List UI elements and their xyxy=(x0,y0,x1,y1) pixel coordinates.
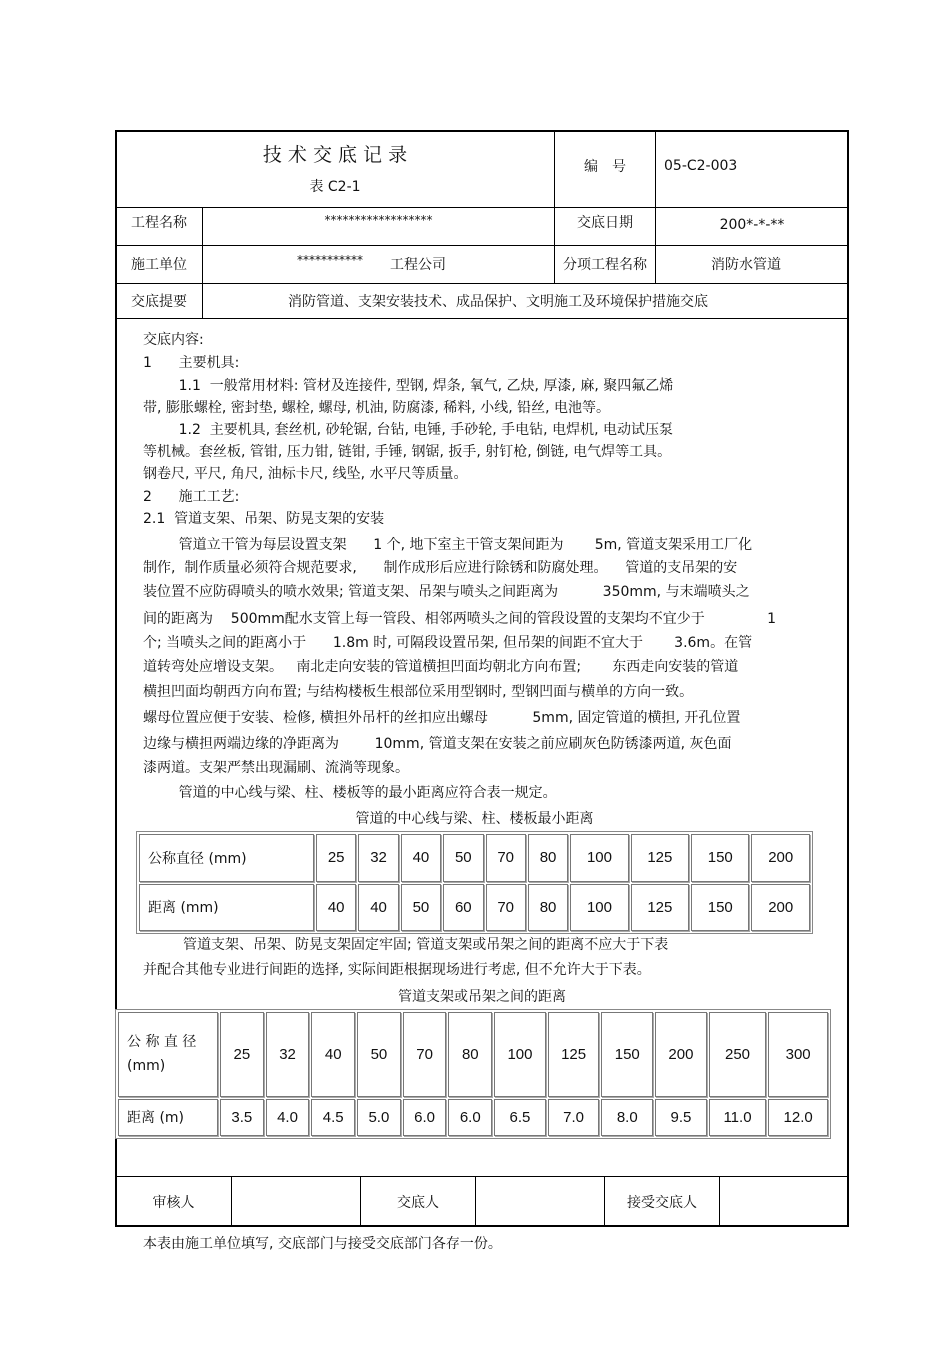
min-distance-table xyxy=(136,831,813,934)
table-cell: 40 xyxy=(311,1012,355,1097)
table-cell: 200 xyxy=(655,1012,707,1097)
unit-value-suffix: 工程公司 xyxy=(390,257,446,273)
unit-value-mask: *********** xyxy=(297,253,363,267)
sub-project-value: 消防水管道 xyxy=(711,257,781,273)
table-cell: 50 xyxy=(401,884,441,932)
paragraph-line: 管道立干管为每层设置支架 1 个, 地下室主干管支架间距为 5m, 管道支架采用工厂化 xyxy=(143,537,753,553)
table-row xyxy=(118,1099,828,1136)
table-cell: 40 xyxy=(358,884,398,932)
divider xyxy=(116,318,848,319)
header-cell: 公称直径 (mm) xyxy=(139,834,314,882)
table-row xyxy=(139,884,810,932)
table-cell: 32 xyxy=(358,834,398,882)
table-cell: 300 xyxy=(768,1012,828,1097)
paragraph-line: 边缘与横担两端边缘的净距离为 10mm, 管道支架在安装之前应刷灰色防锈漆两道, 灰色面 xyxy=(143,736,732,752)
table-cell: 6.0 xyxy=(448,1099,492,1136)
paragraph-line: 制作, 制作质量必须符合规范要求, 制作成形后应进行除锈和防腐处理。 管道的支吊架的安 xyxy=(143,560,738,576)
table-cell: 11.0 xyxy=(709,1099,767,1136)
paragraph-line: 1 主要机具: xyxy=(143,355,240,371)
paragraph-line: 1.2 主要机具, 套丝机, 砂轮锯, 台钻, 电锤, 手砂轮, 手电钻, 电焊机, 电动试压泵 xyxy=(143,422,673,438)
table-cell: 5.0 xyxy=(357,1099,401,1136)
footer-note: 本表由施工单位填写, 交底部门与接受交底部门各存一份。 xyxy=(143,1236,502,1252)
table-cell: 8.0 xyxy=(601,1099,653,1136)
table-cell: 125 xyxy=(631,884,689,932)
table-cell: 6.0 xyxy=(403,1099,447,1136)
paragraph-line: 钢卷尺, 平尺, 角尺, 油标卡尺, 线坠, 水平尺等质量。 xyxy=(143,466,468,482)
paragraph-line: 等机械。套丝板, 管钳, 压力钳, 链钳, 手锤, 钢锯, 扳手, 射钉枪, 倒链, 电气焊等工具。 xyxy=(143,444,672,460)
paragraph-line: 横担凹面均朝西方向布置; 与结构楼板生根部位采用型钢时, 型钢凹面与横单的方向一致。 xyxy=(143,684,694,700)
form-title: 技 术 交 底 记 录 xyxy=(262,143,408,166)
reviewer-field[interactable] xyxy=(232,1177,360,1227)
code-value: 05-C2-003 xyxy=(664,158,738,174)
table-row xyxy=(118,1012,828,1097)
receiver-field[interactable] xyxy=(720,1177,848,1227)
summary-label: 交底提要 xyxy=(131,293,187,310)
table-cell: 50 xyxy=(357,1012,401,1097)
table-cell: 200 xyxy=(751,884,810,932)
presenter-field[interactable] xyxy=(476,1177,604,1227)
table-cell: 50 xyxy=(443,834,483,882)
paragraph-line: 螺母位置应便于安装、检修, 横担外吊杆的丝扣应出螺母 5mm, 固定管道的横担, 开孔位置 xyxy=(143,710,741,726)
table-cell: 40 xyxy=(316,884,356,932)
table-cell: 150 xyxy=(691,834,749,882)
sub-project-label: 分项工程名称 xyxy=(563,257,647,273)
table-cell: 7.0 xyxy=(548,1099,600,1136)
table2-caption: 管道支架或吊架之间的距离 xyxy=(398,989,566,1005)
unit-label: 施工单位 xyxy=(131,257,187,273)
paragraph-line: 2 施工工艺: xyxy=(143,489,240,505)
table-cell: 80 xyxy=(528,834,568,882)
table-cell: 70 xyxy=(486,834,526,882)
paragraph-line: 道转弯处应增设支架。 南北走向安装的管道横担凹面均朝北方向布置; 东西走向安装的管道 xyxy=(143,659,739,675)
table-cell: 200 xyxy=(751,834,810,882)
header-text: 公 称 直 径 xyxy=(127,1034,197,1051)
date-label: 交底日期 xyxy=(577,215,633,231)
reviewer-label: 审核人 xyxy=(152,1195,195,1211)
table-cell: 6.5 xyxy=(494,1099,546,1136)
paragraph-line: 2.1 管道支架、吊架、防晃支架的安装 xyxy=(143,511,385,527)
table1-caption: 管道的中心线与梁、柱、楼板最小距离 xyxy=(355,811,594,827)
table-cell: 25 xyxy=(220,1012,264,1097)
table-cell: 100 xyxy=(570,884,628,932)
table-cell: 4.5 xyxy=(311,1099,355,1136)
support-spacing-table xyxy=(115,1009,831,1139)
paragraph-line: 交底内容: xyxy=(143,332,204,348)
paragraph-line: 管道的中心线与梁、柱、楼板等的最小距离应符合表一规定。 xyxy=(143,785,557,801)
table-cell: 40 xyxy=(401,834,441,882)
table-cell: 125 xyxy=(631,834,689,882)
table-cell: 250 xyxy=(709,1012,767,1097)
table-cell: 32 xyxy=(266,1012,310,1097)
paragraph-line: 装位置不应防碍喷头的喷水效果; 管道支架、吊架与喷头之间距离为 350mm, 与末端喷头之 xyxy=(143,584,750,600)
header-cell: 距离 (m) xyxy=(118,1099,218,1136)
table-cell: 4.0 xyxy=(266,1099,310,1136)
form-number: 表 C2-1 xyxy=(309,179,361,195)
table-cell: 25 xyxy=(316,834,356,882)
header-text: (mm) xyxy=(127,1058,166,1075)
table-cell: 70 xyxy=(403,1012,447,1097)
paragraph-line: 带, 膨胀螺栓, 密封垫, 螺栓, 螺母, 机油, 防腐漆, 稀料, 小线, 铅丝, 电池等。 xyxy=(143,400,611,416)
receiver-label: 接受交底人 xyxy=(627,1195,697,1211)
paragraph-line: 管道支架、吊架、防晃支架固定牢固; 管道支架或吊架之间的距离不应大于下表 xyxy=(143,937,669,953)
table-cell: 12.0 xyxy=(768,1099,828,1136)
table-cell: 80 xyxy=(448,1012,492,1097)
table-cell: 80 xyxy=(528,884,568,932)
table-cell: 150 xyxy=(691,884,749,932)
paragraph-line: 1.1 一般常用材料: 管材及连接件, 型钢, 焊条, 氧气, 乙炔, 厚漆, 麻, 聚四氟乙烯 xyxy=(143,378,674,394)
project-label: 工程名称 xyxy=(131,215,187,231)
table-cell: 100 xyxy=(494,1012,546,1097)
header-cell xyxy=(118,1012,218,1097)
presenter-label: 交底人 xyxy=(397,1195,439,1211)
table-cell: 9.5 xyxy=(655,1099,707,1136)
table-cell: 3.5 xyxy=(220,1099,264,1136)
paragraph-line: 并配合其他专业进行间距的选择, 实际间距根据现场进行考虑, 但不允许大于下表。 xyxy=(143,962,651,978)
header-cell: 距离 (mm) xyxy=(139,884,314,932)
table-cell: 60 xyxy=(443,884,483,932)
table-cell: 125 xyxy=(548,1012,600,1097)
paragraph-line: 漆两道。支架严禁出现漏刷、流淌等现象。 xyxy=(143,760,409,776)
summary-value: 消防管道、支架安装技术、成品保护、文明施工及环境保护措施交底 xyxy=(288,293,708,310)
paragraph-line: 间的距离为 500mm配水支管上每一管段、相邻两喷头之间的管段设置的支架均不宜少于 1 xyxy=(143,611,777,627)
paragraph-line: 个; 当喷头之间的距离小于 1.8m 时, 可隔段设置吊架, 但吊架的间距不宜大于 3.6m。在管 xyxy=(143,635,753,651)
table-row xyxy=(139,834,810,882)
table-cell: 70 xyxy=(486,884,526,932)
table-cell: 150 xyxy=(601,1012,653,1097)
project-value: ****************** xyxy=(324,213,433,227)
code-label: 编 号 xyxy=(584,159,626,175)
table-cell: 100 xyxy=(570,834,628,882)
date-value: 200*-*-** xyxy=(719,217,785,233)
